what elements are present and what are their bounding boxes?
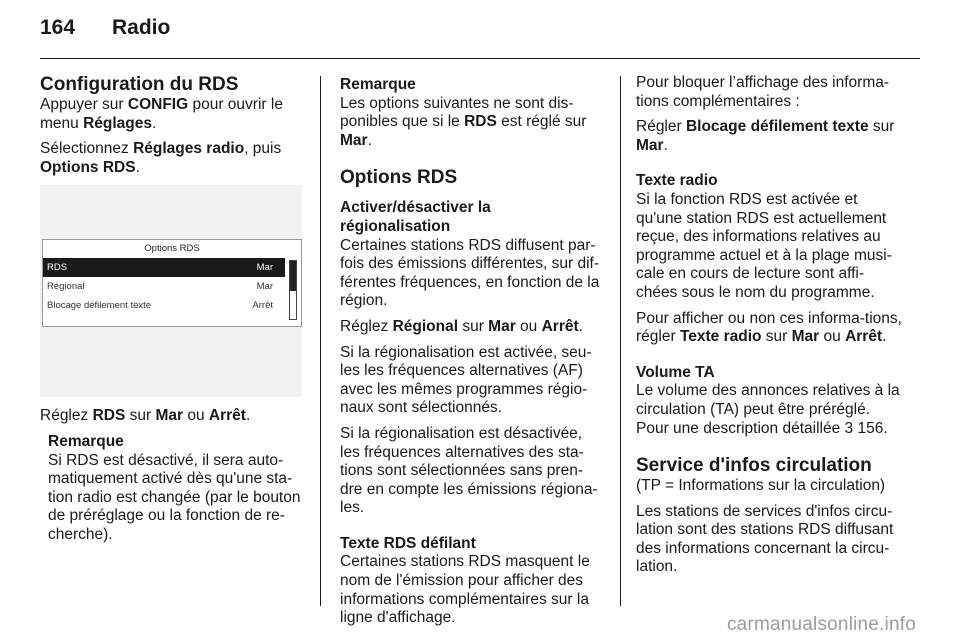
paragraph: Le volume des annonces relatives à la circulation (TA) peut être préréglé. Pour une description détaillée 3 156. (636, 382, 900, 437)
column-1 (40, 74, 306, 545)
page-number: 164 (40, 16, 76, 39)
heading-configuration-rds: Configuration du RDS (40, 74, 239, 95)
watermark: carmanualsonline.info (726, 614, 916, 635)
column-3 (636, 74, 904, 584)
scrollbar[interactable] (289, 260, 297, 320)
paragraph: Appuyer sur CONFIG pour ouvrir le menu Réglages. (40, 96, 283, 132)
heading-service-infos-circulation: Service d'infos circulation (636, 455, 872, 477)
section-title: Radio (112, 16, 171, 39)
panel-title: Options RDS (144, 243, 200, 255)
paragraph: Si la régionalisation est activée, seu-les les fréquences alternatives (AF) avec les mêmes programmes régio-naux sont sélectionnés. (340, 343, 592, 417)
header-rule (40, 58, 920, 59)
paragraph: (TP = Informations sur la circulation) (636, 477, 886, 495)
column-2 (340, 76, 602, 635)
note-title: Remarque (48, 432, 124, 450)
subheading-texte-defilant: Texte RDS défilant (340, 534, 476, 552)
column-divider (620, 76, 621, 606)
note-block (48, 433, 306, 545)
heading-options-rds: Options RDS (340, 167, 458, 189)
page-header (40, 16, 170, 40)
note-text: Les options suivantes ne sont dis-ponibles que si le RDS est réglé sur Mar. (340, 94, 587, 149)
option-row-blocage[interactable]: Blocage défilement texte Arrêt (47, 300, 273, 312)
paragraph: Réglez RDS sur Mar ou Arrêt. (40, 407, 251, 425)
subheading-volume-ta: Volume TA (636, 363, 715, 381)
rds-options-screenshot (40, 185, 302, 397)
paragraph: Pour afficher ou non ces informa-tions, régler Texte radio sur Mar ou Arrêt. (636, 309, 902, 346)
options-rds-panel (42, 239, 302, 327)
subheading-texte-radio: Texte radio (636, 172, 718, 190)
paragraph: Régler Blocage défilement texte sur Mar. (636, 118, 895, 154)
paragraph: Sélectionnez Réglages radio, puis Options RDS. (40, 140, 282, 176)
option-row-regional[interactable]: Régional Mar (47, 281, 273, 293)
paragraph: Réglez Régional sur Mar ou Arrêt. (340, 317, 583, 335)
page-reference-link[interactable]: 3 156. (844, 419, 888, 437)
paragraph: Si la régionalisation est désactivée, les fréquences alternatives des sta-tions sont sélectionnées sans pren-dre en compte les émissions régiona-les. (340, 424, 598, 517)
paragraph: Pour bloquer l’affichage des informa-tions complémentaires : (636, 74, 890, 110)
column-divider (320, 76, 321, 606)
note-text: Si RDS est désactivé, il sera auto-matiquement activé dès qu'une sta-tion radio est changée (par le bouton de préréglage ou la fonction de re-cherche). (48, 451, 301, 543)
note-title: Remarque (340, 76, 416, 93)
paragraph: Certaines stations RDS diffusent par-fois des émissions différentes, sur dif-férentes fréquences, en fonction de la région. (340, 236, 600, 310)
paragraph: Si la fonction RDS est activée et qu'une station RDS est actuellement reçue, des informations relatives au programme actuel et à la plage musi-cale en cours de lecture sont affi-chées sous le nom du programme. (636, 190, 892, 301)
option-row-rds[interactable]: RDS Mar (43, 258, 285, 277)
subheading-regionalisation: Activer/désactiver la régionalisation (340, 199, 491, 235)
paragraph: Les stations de services d'infos circu-lation sont des stations RDS diffusant des informations concernant la circu-lation. (636, 502, 894, 576)
paragraph: Certaines stations RDS masquent le nom de l'émission pour afficher des informations complémentaires sur la ligne d'affichage. (340, 553, 590, 627)
scrollbar-thumb[interactable] (290, 261, 296, 291)
